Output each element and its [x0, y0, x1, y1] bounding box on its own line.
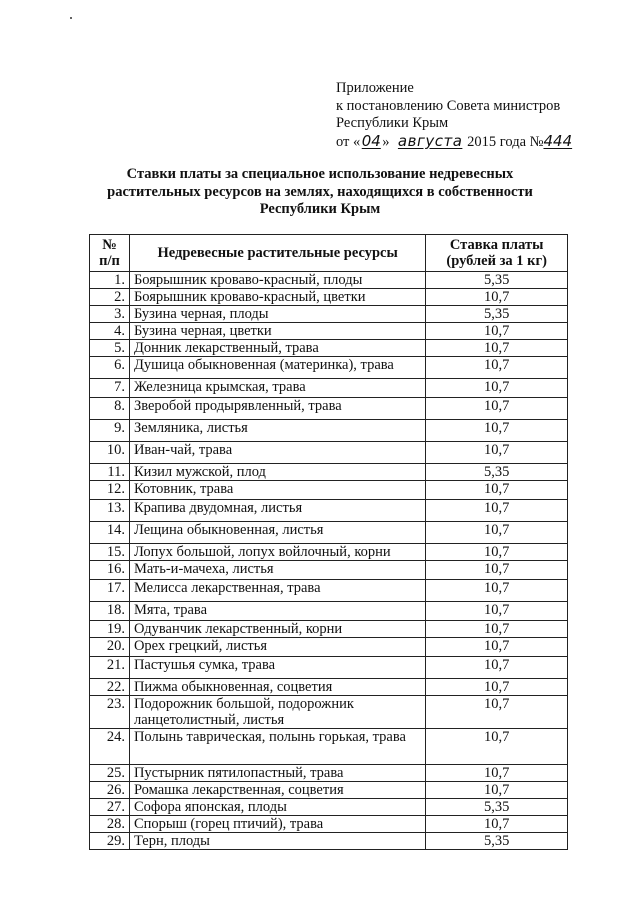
row-resource: Железница крымская, трава	[129, 379, 425, 398]
row-number: 3.	[90, 306, 130, 323]
row-rate: 5,35	[426, 799, 568, 816]
row-rate: 5,35	[426, 306, 568, 323]
row-number: 22.	[90, 679, 130, 696]
table-row	[90, 544, 568, 561]
row-rate: 5,35	[426, 464, 568, 481]
table-row	[90, 657, 568, 679]
row-number: 2.	[90, 289, 130, 306]
table-row	[90, 799, 568, 816]
row-resource: Пижма обыкновенная, соцветия	[129, 679, 425, 696]
row-rate: 10,7	[426, 442, 568, 464]
row-resource: Лопух большой, лопух войлочный, корни	[129, 544, 425, 561]
table-row	[90, 272, 568, 289]
table-row	[90, 729, 568, 765]
header-resource: Недревесные растительные ресурсы	[129, 235, 425, 272]
row-resource: Бузина черная, цветки	[129, 323, 425, 340]
table-row	[90, 602, 568, 621]
table-row	[90, 323, 568, 340]
appendix-block	[336, 80, 583, 151]
title-line-2: растительных ресурсов на землях, находящихся в собственности	[107, 183, 533, 200]
row-number: 5.	[90, 340, 130, 357]
row-resource: Зверобой продырявленный, трава	[129, 398, 425, 420]
table-row	[90, 765, 568, 782]
table-row	[90, 679, 568, 696]
row-number: 27.	[90, 799, 130, 816]
date-close-quote: »	[382, 133, 390, 150]
row-rate: 10,7	[426, 638, 568, 657]
row-number: 23.	[90, 696, 130, 729]
table-row	[90, 289, 568, 306]
row-number: 1.	[90, 272, 130, 289]
rates-table	[89, 234, 568, 850]
scan-speck	[70, 17, 72, 19]
date-prefix: от «	[336, 133, 361, 150]
row-rate: 5,35	[426, 833, 568, 850]
row-resource: Пастушья сумка, трава	[129, 657, 425, 679]
row-resource: Терн, плоды	[129, 833, 425, 850]
row-rate: 10,7	[426, 357, 568, 379]
row-rate: 10,7	[426, 481, 568, 500]
row-resource: Одуванчик лекарственный, корни	[129, 621, 425, 638]
row-number: 9.	[90, 420, 130, 442]
row-resource: Софора японская, плоды	[129, 799, 425, 816]
row-number: 7.	[90, 379, 130, 398]
table-row	[90, 500, 568, 522]
row-rate: 10,7	[426, 500, 568, 522]
row-number: 25.	[90, 765, 130, 782]
title-line-3: Республики Крым	[259, 201, 381, 217]
row-number: 17.	[90, 580, 130, 602]
row-number: 12.	[90, 481, 130, 500]
row-resource: Иван-чай, трава	[129, 442, 425, 464]
table-row	[90, 782, 568, 799]
table-row	[90, 561, 568, 580]
row-resource: Бузина черная, плоды	[129, 306, 425, 323]
appendix-label: Приложение	[336, 80, 414, 96]
row-number: 6.	[90, 357, 130, 379]
table-row	[90, 420, 568, 442]
handwritten-number: 444	[543, 131, 573, 150]
row-rate: 10,7	[426, 580, 568, 602]
table-row	[90, 621, 568, 638]
row-resource: Полынь таврическая, полынь горькая, трава	[129, 729, 425, 765]
row-resource: Душица обыкновенная (материнка), трава	[129, 357, 425, 379]
row-number: 8.	[90, 398, 130, 420]
table-row	[90, 398, 568, 420]
row-number: 13.	[90, 500, 130, 522]
row-rate: 10,7	[426, 561, 568, 580]
row-resource: Орех грецкий, листья	[129, 638, 425, 657]
row-rate: 10,7	[426, 621, 568, 638]
row-resource: Донник лекарственный, трава	[129, 340, 425, 357]
row-number: 28.	[90, 816, 130, 833]
title-line-1: Ставки платы за специальное использование недревесных	[126, 166, 514, 182]
row-resource: Лещина обыкновенная, листья	[129, 522, 425, 544]
table-row	[90, 442, 568, 464]
row-resource: Боярышник кроваво-красный, плоды	[129, 272, 425, 289]
table-row	[90, 816, 568, 833]
header-rate	[426, 235, 568, 272]
row-number: 18.	[90, 602, 130, 621]
row-resource: Ромашка лекарственная, соцветия	[129, 782, 425, 799]
row-resource: Спорыш (горец птичий), трава	[129, 816, 425, 833]
header-rate-title: Ставка платы	[449, 237, 544, 253]
table-row	[90, 696, 568, 729]
row-number: 4.	[90, 323, 130, 340]
table-row	[90, 464, 568, 481]
row-number: 14.	[90, 522, 130, 544]
row-rate: 10,7	[426, 289, 568, 306]
table-row	[90, 306, 568, 323]
appendix-resolution-line: к постановлению Совета министров	[336, 97, 561, 114]
row-resource: Земляника, листья	[129, 420, 425, 442]
row-rate: 10,7	[426, 679, 568, 696]
row-number: 19.	[90, 621, 130, 638]
row-resource: Боярышник кроваво-красный, цветки	[129, 289, 425, 306]
row-rate: 10,7	[426, 782, 568, 799]
table-row	[90, 580, 568, 602]
row-number: 24.	[90, 729, 130, 765]
table-row	[90, 522, 568, 544]
table-row	[90, 357, 568, 379]
handwritten-day: 04	[361, 131, 381, 150]
row-number: 20.	[90, 638, 130, 657]
row-rate: 10,7	[426, 522, 568, 544]
table-row	[90, 481, 568, 500]
row-number: 11.	[90, 464, 130, 481]
row-rate: 10,7	[426, 657, 568, 679]
row-rate: 10,7	[426, 816, 568, 833]
row-rate: 10,7	[426, 340, 568, 357]
row-rate: 10,7	[426, 398, 568, 420]
header-number-symbol: №	[102, 237, 117, 253]
row-number: 29.	[90, 833, 130, 850]
table-header-row	[90, 235, 568, 272]
row-resource: Кизил мужской, плод	[129, 464, 425, 481]
table-row	[90, 638, 568, 657]
date-year-text: 2015 года №	[467, 133, 544, 150]
appendix-date-line	[336, 133, 583, 152]
row-rate: 10,7	[426, 729, 568, 765]
row-rate: 10,7	[426, 323, 568, 340]
row-rate: 10,7	[426, 696, 568, 729]
header-number	[90, 235, 130, 272]
header-number-abbrev: п/п	[99, 253, 120, 269]
handwritten-month: августа	[397, 131, 463, 150]
row-rate: 10,7	[426, 602, 568, 621]
row-number: 26.	[90, 782, 130, 799]
row-number: 21.	[90, 657, 130, 679]
row-number: 10.	[90, 442, 130, 464]
appendix-republic-line: Республики Крым	[336, 115, 449, 131]
row-rate: 10,7	[426, 379, 568, 398]
row-resource: Мелисса лекарственная, трава	[129, 580, 425, 602]
row-rate: 5,35	[426, 272, 568, 289]
row-resource: Крапива двудомная, листья	[129, 500, 425, 522]
document-title	[85, 166, 555, 219]
row-resource: Мать-и-мачеха, листья	[129, 561, 425, 580]
row-rate: 10,7	[426, 765, 568, 782]
row-number: 15.	[90, 544, 130, 561]
table-row	[90, 340, 568, 357]
table-row	[90, 833, 568, 850]
table-row	[90, 379, 568, 398]
row-rate: 10,7	[426, 420, 568, 442]
row-resource: Мята, трава	[129, 602, 425, 621]
row-number: 16.	[90, 561, 130, 580]
row-resource: Пустырник пятилопастный, трава	[129, 765, 425, 782]
row-rate: 10,7	[426, 544, 568, 561]
header-rate-unit: (рублей за 1 кг)	[446, 253, 547, 269]
row-resource: Котовник, трава	[129, 481, 425, 500]
row-resource: Подорожник большой, подорожник ланцетолистный, листья	[129, 696, 425, 729]
